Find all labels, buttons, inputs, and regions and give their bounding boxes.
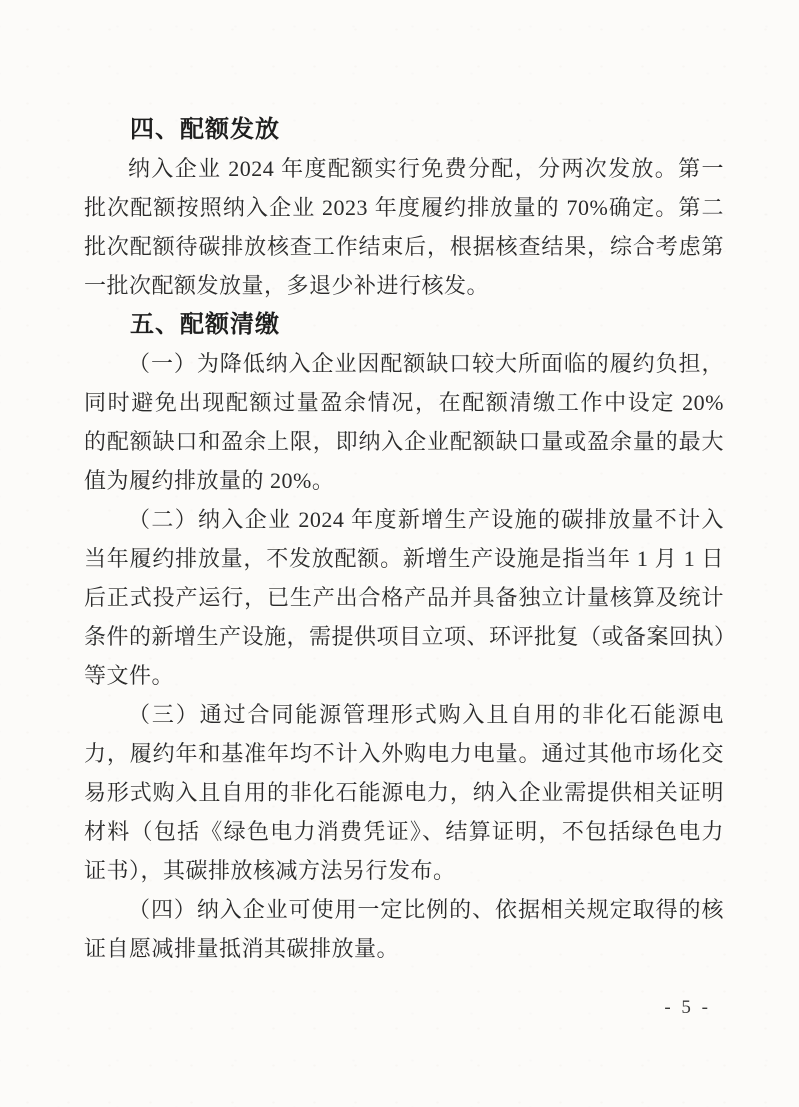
- text-line: 一批次配额发放量，多退少补进行核发。: [84, 273, 490, 298]
- text-line: 材料（包括《绿色电力消费凭证》、结算证明，不包括绿色电力: [84, 819, 724, 844]
- text-line: 证自愿减排量抵消其碳排放量。: [84, 936, 400, 961]
- text-line: 同时避免出现配额过量盈余情况，在配额清缴工作中设定 20%: [84, 390, 724, 415]
- text-line: 易形式购入且自用的非化石能源电力，纳入企业需提供相关证明: [84, 780, 724, 805]
- text-line: 后正式投产运行，已生产出合格产品并具备独立计量核算及统计: [84, 585, 724, 610]
- text-line: 批次配额按照纳入企业 2023 年度履约排放量的 70%确定。第二: [84, 195, 724, 220]
- text-line: 当年履约排放量，不发放配额。新增生产设施是指当年 1 月 1 日: [84, 546, 724, 571]
- text-line: 值为履约排放量的 20%。: [84, 468, 335, 493]
- page-number: - 5 -: [664, 997, 711, 1018]
- text-line: （三）通过合同能源管理形式购入且自用的非化石能源电: [128, 702, 724, 727]
- text-line: （四）纳入企业可使用一定比例的、依据相关规定取得的核: [128, 897, 724, 922]
- text-line: 条件的新增生产设施，需提供项目立项、环评批复（或备案回执）: [84, 624, 737, 649]
- section-heading-quota-settlement: 五、配额清缴: [130, 311, 280, 338]
- text-line: 批次配额待碳排放核查工作结束后，根据核查结果，综合考虑第: [84, 234, 724, 259]
- document-body: [84, 110, 737, 968]
- text-line: （二）纳入企业 2024 年度新增生产设施的碳排放量不计入: [128, 507, 724, 532]
- text-line: 力，履约年和基准年均不计入外购电力电量。通过其他市场化交: [84, 741, 724, 766]
- text-line: 的配额缺口和盈余上限，即纳入企业配额缺口量或盈余量的最大: [84, 429, 724, 454]
- text-line: 纳入企业 2024 年度配额实行免费分配，分两次发放。第一: [128, 156, 724, 181]
- section-heading-quota-issuance: 四、配额发放: [130, 116, 280, 143]
- text-line: （一）为降低纳入企业因配额缺口较大所面临的履约负担，: [128, 351, 724, 376]
- text-line: 证书），其碳排放核减方法另行发布。: [84, 858, 456, 883]
- text-line: 等文件。: [84, 663, 175, 688]
